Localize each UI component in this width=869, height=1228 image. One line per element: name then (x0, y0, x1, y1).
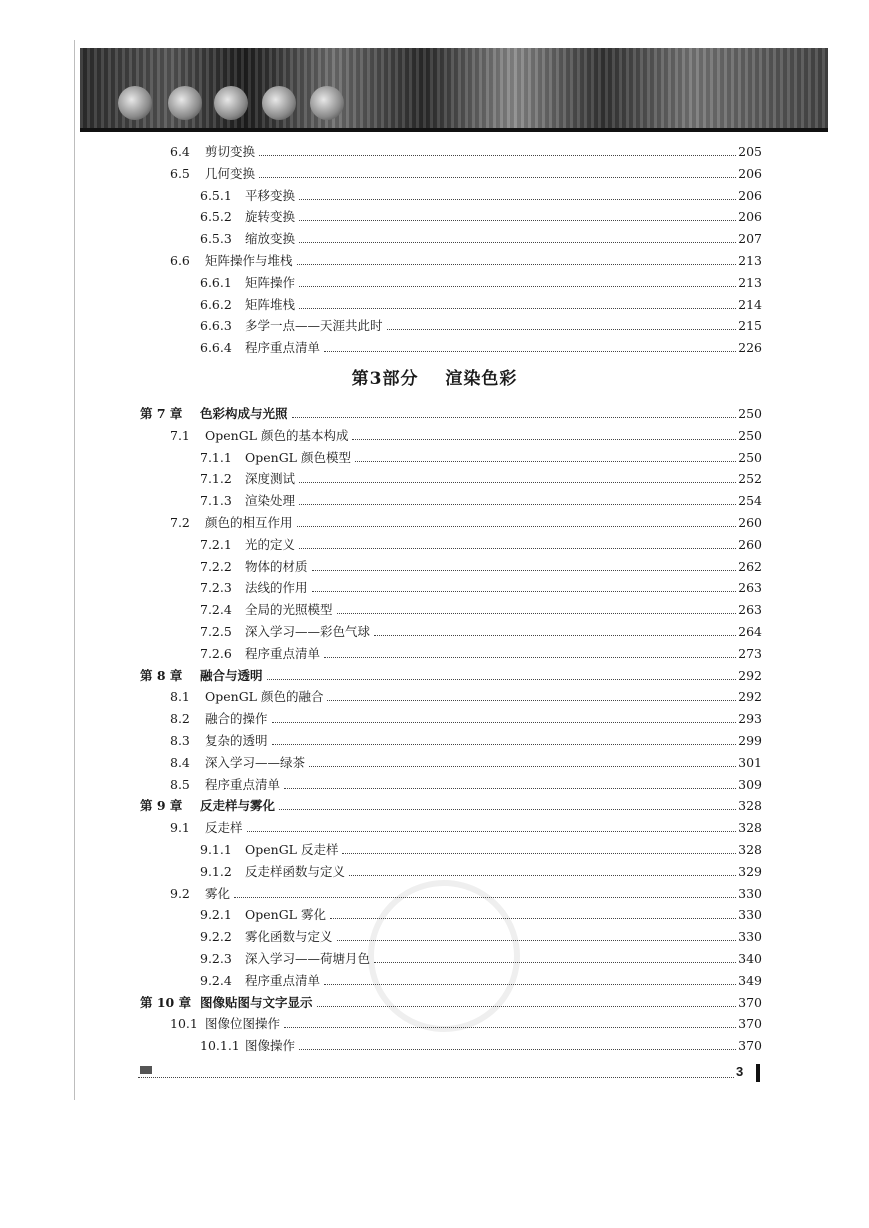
toc-dot-leader (337, 940, 737, 941)
part-heading-label: 第3部分 (351, 369, 419, 389)
toc-entry-number: 7.1.1 (200, 449, 232, 465)
toc-dot-leader (247, 831, 737, 832)
toc-dot-leader (355, 461, 736, 462)
toc-entry-title: 矩阵堆栈 (245, 296, 296, 312)
toc-section-row[interactable] (170, 509, 762, 531)
toc-dot-leader (267, 679, 737, 680)
toc-entry-number: 6.6 (170, 253, 190, 268)
toc-entry-page: 250 (738, 406, 762, 421)
toc-chapter-row[interactable] (140, 662, 762, 684)
toc-dot-leader (292, 417, 737, 418)
toc-dot-leader (234, 897, 736, 898)
toc-entry-number: 第 7 章 (140, 406, 183, 421)
toc-dot-leader (324, 351, 736, 352)
toc-entry-page: 206 (738, 165, 762, 181)
toc-entry-number: 9.2.2 (200, 929, 232, 945)
toc-entry-number: 8.3 (170, 733, 190, 748)
toc-subsection-row[interactable] (200, 596, 762, 618)
toc-entry-title: 深度测试 (245, 471, 296, 487)
toc-entry-title: 反走样 (205, 820, 243, 836)
toc-subsection-row[interactable] (200, 1032, 762, 1054)
toc-entry-number: 9.1 (170, 820, 190, 836)
toc-entry-page: 264 (738, 624, 762, 639)
toc-entry-number: 9.2.3 (200, 951, 232, 966)
toc-entry-page: 340 (738, 951, 762, 966)
toc-entry-title: 雾化 (205, 885, 231, 901)
toc-entry-title: 物体的材质 (245, 558, 308, 574)
toc-dot-leader (342, 853, 736, 854)
toc-section-row[interactable] (170, 422, 762, 444)
toc-entry-title: 缩放变换 (245, 231, 296, 247)
toc-entry-number: 7.2.6 (200, 645, 232, 661)
toc-entry-title: 反走样函数与定义 (245, 863, 346, 879)
toc-entry-title: 深入学习——绿茶 (205, 754, 306, 770)
toc-entry-number: 8.1 (170, 689, 190, 705)
toc-subsection-row[interactable] (200, 618, 762, 640)
toc-entry-page: 328 (738, 842, 762, 857)
toc-entry-number: 7.2.3 (200, 580, 232, 596)
banner-decorative-circle (118, 86, 152, 120)
toc-entry-title: 图像操作 (245, 1038, 296, 1054)
toc-entry-title: OpenGL 颜色的融合 (205, 689, 324, 705)
toc-dot-leader (312, 570, 737, 571)
toc-entry-page: 292 (738, 667, 762, 683)
toc-dot-leader (299, 220, 736, 221)
part-heading (0, 364, 869, 389)
toc-entry-title: 矩阵操作与堆栈 (205, 253, 293, 268)
toc-subsection-row[interactable] (200, 923, 762, 945)
toc-entry-page: 226 (738, 340, 762, 356)
toc-entry-title: 雾化函数与定义 (245, 929, 333, 945)
toc-entry-title: 颜色的相互作用 (205, 515, 293, 530)
toc-entry-title: 色彩构成与光照 (200, 406, 288, 421)
toc-subsection-row[interactable] (200, 901, 762, 923)
toc-entry-title: OpenGL 颜色的基本构成 (205, 427, 349, 443)
toc-entry-number: 6.5.2 (200, 209, 232, 225)
toc-entry-number: 8.5 (170, 776, 190, 792)
toc-subsection-row[interactable] (200, 334, 762, 356)
toc-dot-leader (374, 962, 736, 963)
toc-dot-leader (327, 700, 736, 701)
toc-entry-page: 206 (738, 187, 762, 203)
toc-dot-leader (324, 984, 736, 985)
toc-dot-leader (299, 286, 736, 287)
toc-section-row[interactable] (170, 880, 762, 902)
toc-entry-title: 深入学习——彩色气球 (245, 624, 371, 639)
toc-entry-page: 205 (738, 144, 762, 159)
toc-entry-title: 矩阵操作 (245, 274, 296, 290)
toc-dot-leader (299, 308, 736, 309)
toc-entry-number: 6.5.1 (200, 187, 232, 203)
toc-subsection-row[interactable] (200, 531, 762, 553)
toc-entry-page: 349 (738, 972, 762, 988)
toc-subsection-row[interactable] (200, 858, 762, 880)
toc-entry-number: 9.1.2 (200, 863, 232, 879)
toc-chapter-row[interactable] (140, 400, 762, 422)
toc-entry-number: 8.4 (170, 754, 190, 770)
toc-dot-leader (299, 504, 736, 505)
toc-dot-leader (337, 613, 737, 614)
toc-entry-page: 206 (738, 209, 762, 225)
toc-entry-page: 370 (738, 1016, 762, 1032)
toc-entry-title: OpenGL 雾化 (245, 907, 326, 923)
toc-section-row[interactable] (170, 705, 762, 727)
toc-subsection-row[interactable] (200, 312, 762, 334)
toc-section-row[interactable] (170, 160, 762, 182)
toc-entry-page: 329 (738, 863, 762, 879)
banner-bottom-rule (80, 128, 828, 132)
toc-dot-leader (299, 242, 736, 243)
toc-entry-title: 程序重点清单 (245, 645, 321, 661)
toc-dot-leader (330, 918, 736, 919)
toc-entry-title: 全局的光照模型 (245, 602, 333, 618)
page-number-bar (756, 1064, 760, 1082)
toc-entry-number: 6.6.3 (200, 318, 232, 334)
toc-entry-page: 328 (738, 820, 762, 836)
toc-entry-page: 250 (738, 427, 762, 443)
toc-entry-page: 263 (738, 602, 762, 618)
toc-entry-number: 7.2.2 (200, 558, 232, 574)
toc-entry-title: 程序重点清单 (245, 340, 321, 356)
toc-entry-page: 370 (738, 994, 762, 1010)
toc-entry-page: 370 (738, 1038, 762, 1054)
toc-dot-leader (387, 329, 737, 330)
footer-rule (138, 1077, 734, 1078)
toc-entry-title: 图像贴图与文字显示 (200, 994, 313, 1010)
toc-entry-number: 7.2.5 (200, 624, 232, 639)
toc-subsection-row[interactable] (200, 553, 762, 575)
toc-dot-leader (374, 635, 736, 636)
toc-entry-number: 第 8 章 (140, 667, 183, 683)
toc-entry-page: 301 (738, 754, 762, 770)
toc-entry-page: 330 (738, 929, 762, 945)
toc-dot-leader (284, 1027, 736, 1028)
banner-decorative-circle (214, 86, 248, 120)
toc-entry-number: 6.5 (170, 165, 190, 181)
toc-dot-leader (297, 264, 737, 265)
toc-subsection-row[interactable] (200, 640, 762, 662)
toc-dot-leader (349, 875, 736, 876)
toc-entry-title: 渲染处理 (245, 493, 296, 509)
toc-entry-title: 程序重点清单 (205, 776, 281, 792)
toc-entry-number: 10.1 (170, 1016, 198, 1032)
toc-section-row[interactable] (170, 683, 762, 705)
toc-dot-leader (299, 199, 736, 200)
toc-entry-number: 7.2 (170, 515, 190, 530)
toc-entry-title: 融合的操作 (205, 711, 268, 727)
toc-dot-leader (259, 177, 736, 178)
toc-entry-number: 6.6.4 (200, 340, 232, 356)
toc-entry-page: 260 (738, 536, 762, 552)
toc-entry-title: 反走样与雾化 (200, 798, 276, 814)
toc-entry-number: 第 9 章 (140, 798, 183, 814)
toc-subsection-row[interactable] (200, 182, 762, 204)
page-number: 3 (736, 1064, 744, 1079)
toc-entry-page: 263 (738, 580, 762, 596)
toc-entry-page: 254 (738, 493, 762, 509)
toc-entry-number: 9.2.1 (200, 907, 232, 923)
toc-entry-title: OpenGL 反走样 (245, 842, 339, 857)
toc-entry-title: 旋转变换 (245, 209, 296, 225)
toc-entry-title: OpenGL 颜色模型 (245, 449, 351, 465)
banner-decorative-circle (168, 86, 202, 120)
toc-entry-page: 213 (738, 274, 762, 290)
toc-dot-leader (279, 809, 736, 810)
toc-entry-title: 图像位图操作 (205, 1016, 281, 1032)
page-left-rule (74, 40, 75, 1100)
toc-entry-number: 7.1.3 (200, 493, 232, 509)
toc-section-row[interactable] (170, 1010, 762, 1032)
toc-entry-number: 6.4 (170, 144, 190, 159)
toc-entry-number: 10.1.1 (200, 1038, 240, 1054)
toc-entry-page: 260 (738, 515, 762, 530)
toc-chapter-row[interactable] (140, 989, 762, 1011)
toc-subsection-row[interactable] (200, 225, 762, 247)
toc-subsection-row[interactable] (200, 574, 762, 596)
toc-entry-title: 复杂的透明 (205, 733, 268, 748)
toc-entry-number: 第 10 章 (140, 994, 192, 1010)
toc-entry-title: 几何变换 (205, 165, 256, 181)
toc-dot-leader (297, 526, 737, 527)
toc-dot-leader (284, 788, 736, 789)
toc-dot-leader (317, 1006, 737, 1007)
toc-subsection-row[interactable] (200, 465, 762, 487)
toc-entry-title: 平移变换 (245, 187, 296, 203)
toc-entry-title: 深入学习——荷塘月色 (245, 951, 371, 966)
toc-subsection-row[interactable] (200, 269, 762, 291)
toc-entry-page: 330 (738, 885, 762, 901)
toc-subsection-row[interactable] (200, 945, 762, 967)
toc-section-row[interactable] (170, 749, 762, 771)
toc-entry-page: 262 (738, 558, 762, 574)
toc-section-row[interactable] (170, 771, 762, 793)
toc-entry-page: 213 (738, 253, 762, 268)
toc-entry-page: 309 (738, 776, 762, 792)
toc-subsection-row[interactable] (200, 967, 762, 989)
toc-entry-page: 252 (738, 471, 762, 487)
toc-entry-number: 6.6.1 (200, 274, 232, 290)
toc-entry-number: 8.2 (170, 711, 190, 727)
toc-chapter-row[interactable] (140, 792, 762, 814)
toc-entry-title: 程序重点清单 (245, 972, 321, 988)
toc-entry-title: 光的定义 (245, 536, 296, 552)
toc-dot-leader (352, 439, 736, 440)
toc-dot-leader (272, 722, 737, 723)
toc-entry-page: 292 (738, 689, 762, 705)
toc-subsection-row[interactable] (200, 291, 762, 313)
toc-entry-title: 剪切变换 (205, 144, 256, 159)
toc-section-row[interactable] (170, 814, 762, 836)
toc-entry-page: 214 (738, 296, 762, 312)
toc-entry-number: 6.5.3 (200, 231, 232, 247)
toc-dot-leader (312, 591, 737, 592)
toc-section-row[interactable] (170, 727, 762, 749)
toc-subsection-row[interactable] (200, 444, 762, 466)
toc-entry-number: 9.2 (170, 885, 190, 901)
banner-decorative-circle (310, 86, 344, 120)
toc-entry-title: 融合与透明 (200, 667, 263, 683)
toc-entry-number: 7.2.4 (200, 602, 232, 618)
toc-dot-leader (259, 155, 736, 156)
toc-subsection-row[interactable] (200, 836, 762, 858)
toc-entry-page: 207 (738, 231, 762, 247)
toc-entry-number: 6.6.2 (200, 296, 232, 312)
toc-dot-leader (299, 1049, 736, 1050)
toc-entry-number: 9.1.1 (200, 842, 232, 857)
toc-entry-number: 7.2.1 (200, 536, 232, 552)
toc-entry-title: 多学一点——天涯共此时 (245, 318, 383, 334)
toc-entry-page: 299 (738, 733, 762, 748)
toc-section-row[interactable] (170, 138, 762, 160)
toc-entry-page: 250 (738, 449, 762, 465)
toc-dot-leader (299, 482, 736, 483)
toc-dot-leader (309, 766, 736, 767)
toc-dot-leader (324, 657, 736, 658)
part-heading-title: 渲染色彩 (445, 369, 518, 389)
toc-entry-page: 330 (738, 907, 762, 923)
toc-entry-number: 7.1 (170, 427, 190, 443)
toc-entry-page: 293 (738, 711, 762, 727)
toc-dot-leader (272, 744, 737, 745)
toc-entry-page: 215 (738, 318, 762, 334)
toc-entry-number: 9.2.4 (200, 972, 232, 988)
toc-entry-page: 273 (738, 645, 762, 661)
toc-entry-page: 328 (738, 798, 762, 814)
toc-subsection-row[interactable] (200, 487, 762, 509)
toc-entry-title: 法线的作用 (245, 580, 308, 596)
toc-entry-number: 7.1.2 (200, 471, 232, 487)
footer-mark-icon (140, 1066, 152, 1074)
banner-decorative-circle (262, 86, 296, 120)
toc-subsection-row[interactable] (200, 203, 762, 225)
toc-dot-leader (299, 548, 736, 549)
toc-section-row[interactable] (170, 247, 762, 269)
